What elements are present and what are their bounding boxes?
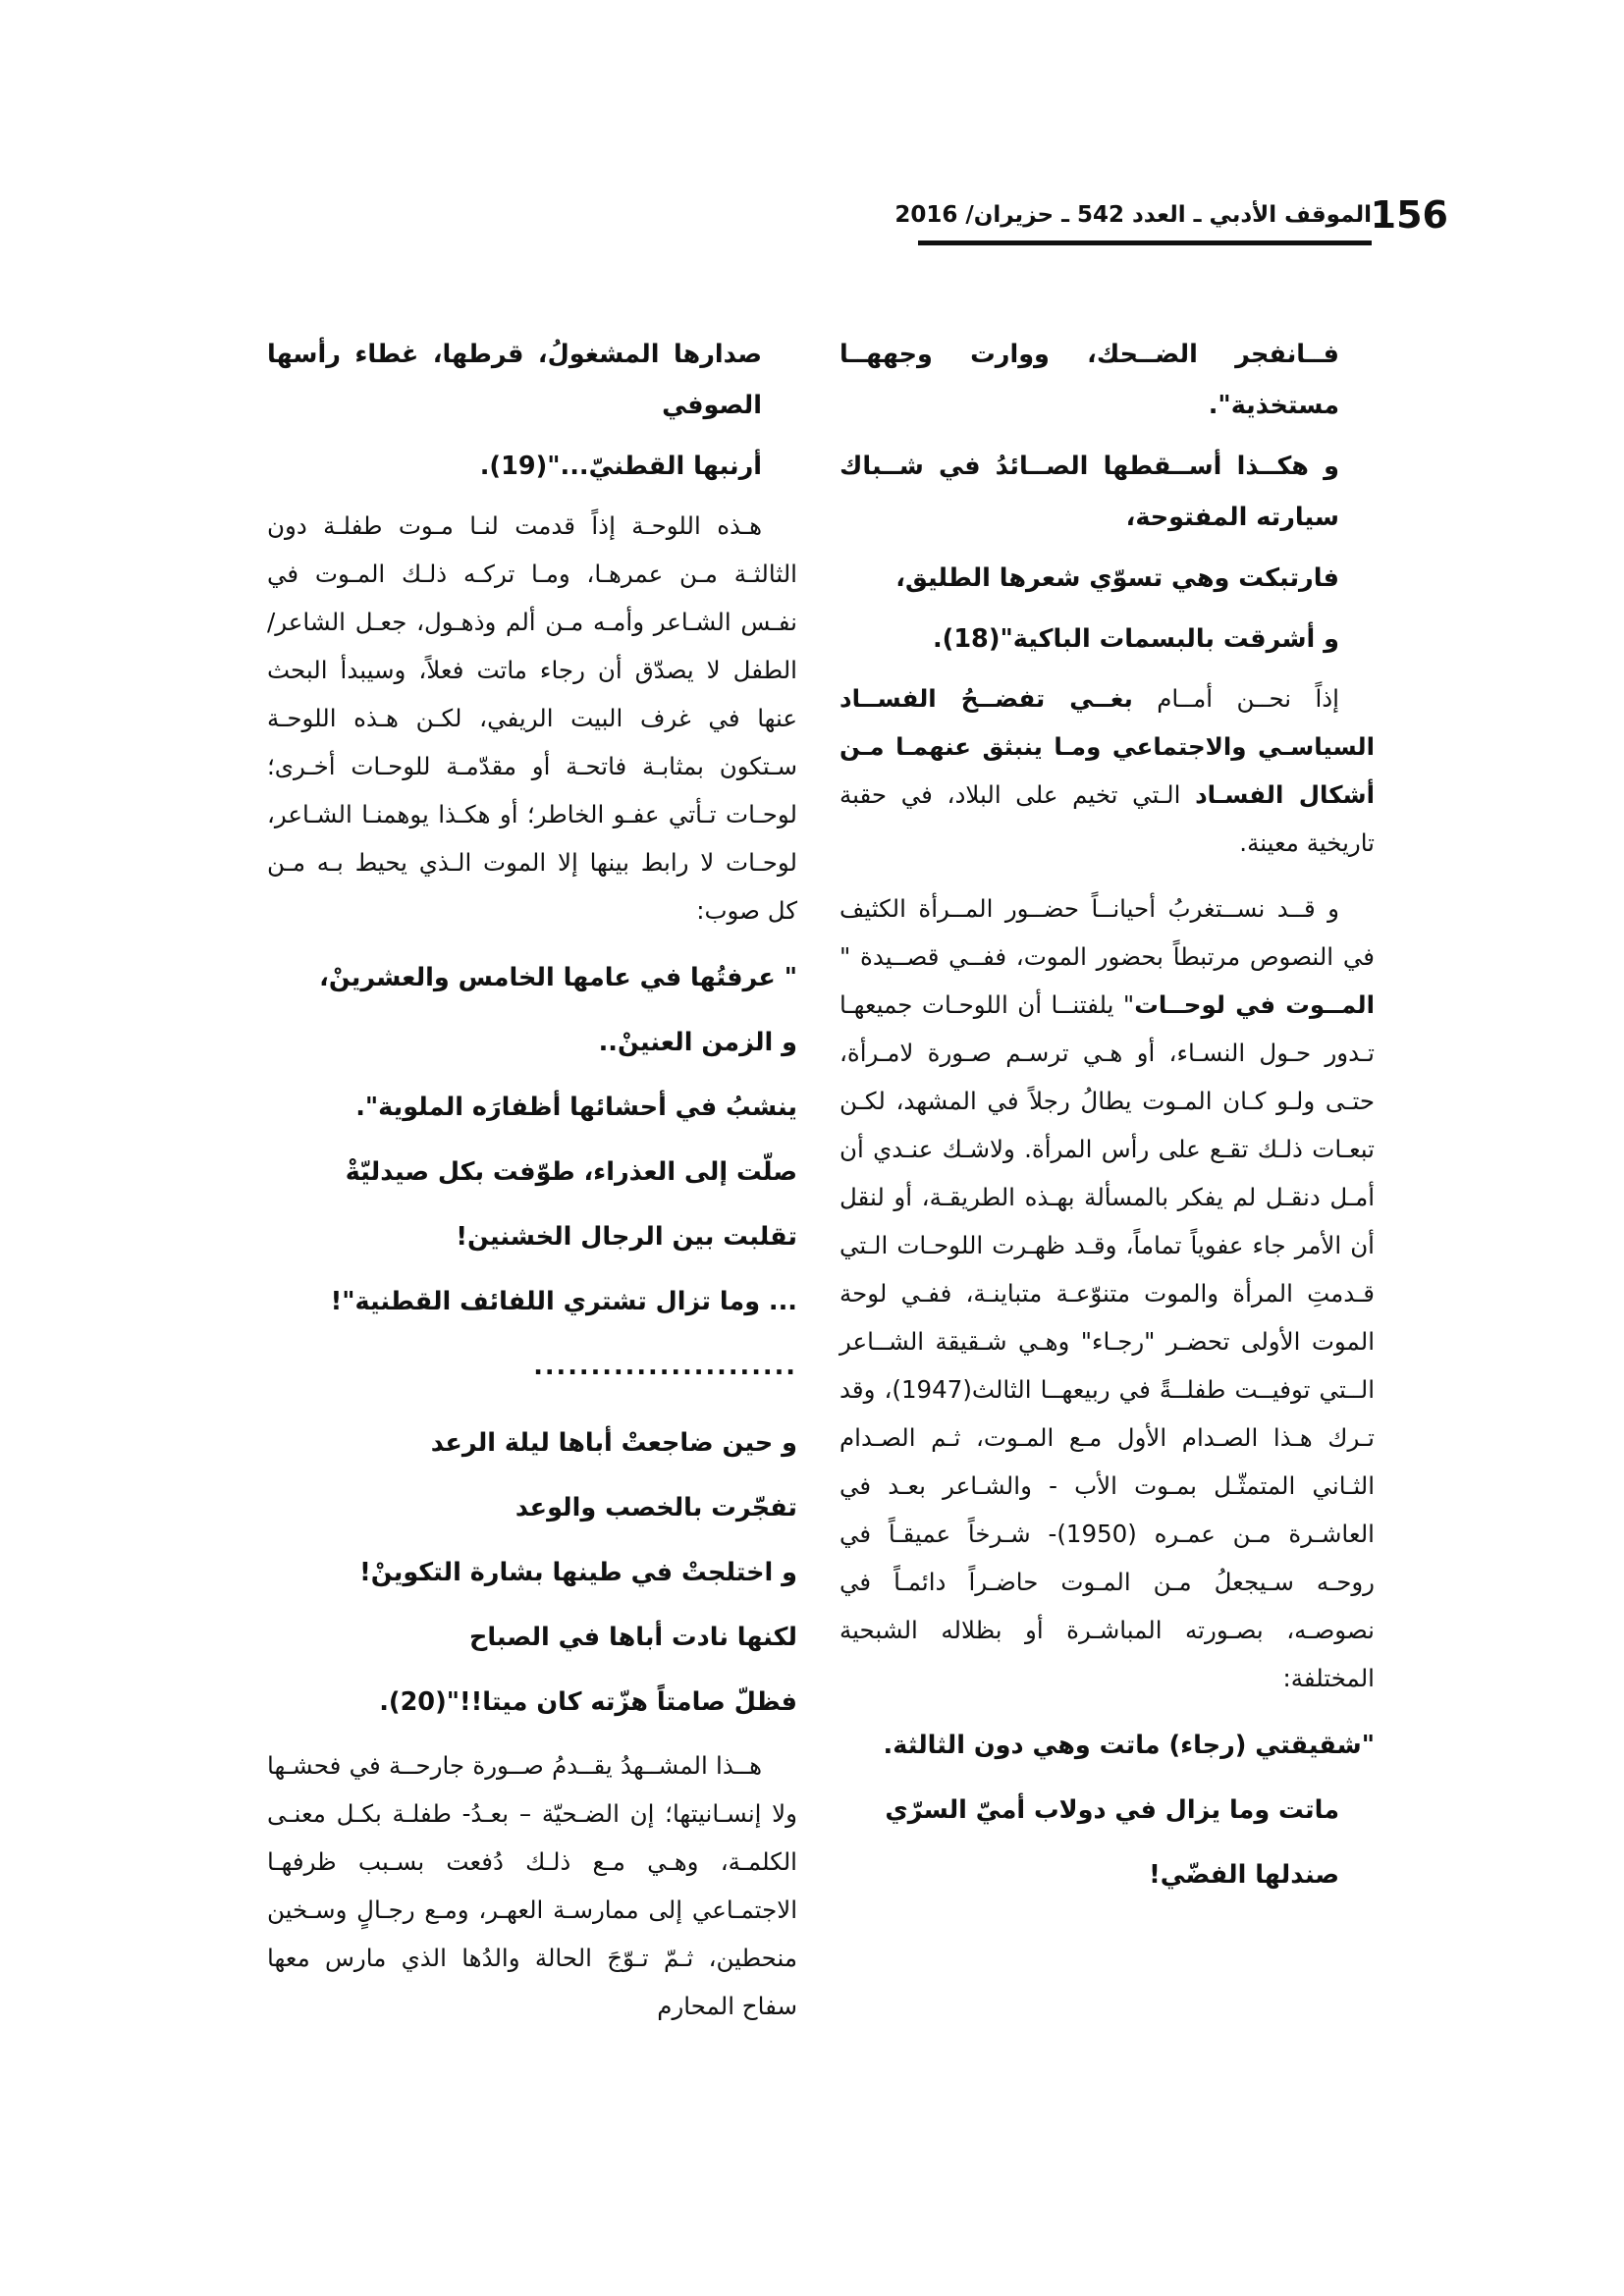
right-bold-line-2: و هكــذا أســقطها الصــائدُ في شــباك سيارته المفتوحة، <box>839 452 1339 532</box>
right-paragraph-2-lead: و قــد نســتغربُ أحيانــاً حضــور المــرأة الكثيف في النصوص مرتبطاً بحضور الموت، ففــي قصــيدة " <box>839 894 1375 971</box>
left-verse-3: ينشبُ في أحشائها أظفارَه الملوية". <box>355 1093 797 1122</box>
left-verse-8: تفجّرت بالخصب والوعد <box>514 1493 797 1522</box>
left-verse-2: و الزمن العنينْ.. <box>598 1028 797 1057</box>
right-paragraph-1-lead: إذاً نحــن أمــام <box>1132 684 1339 713</box>
header-rule <box>918 240 1372 245</box>
left-paragraph-2: هــذا المشــهدُ يقــدمُ صــورة جارحــة في فحشـها ولا إنسـانيتها؛ إن الضـحيّة – بعـدُ- طفلـة بكـل معنـى الكلمـة، وهـي مـع ذلـك دُفعت بسـبب ظرفهـا الاجتمـاعي إلى ممارسـة العهـر، ومـع رجـالٍ وسـخين منحطين، ثـمّ تـوّجَ الحالة والدُها الذي مارس معها سفاح المحارم <box>267 1751 797 2020</box>
left-paragraph-1: هـذه اللوحـة إذاً قدمت لنـا مـوت طفلـة دون الثالثـة مـن عمرهـا، ومـا تركـه ذلـك المـوت في نفـس الشـاعر وأمـه مـن ألم وذهـول، جعـل الشاعر/ الطفل لا يصدّق أن رجاء ماتت فعلاً، وسيبدأ البحث عنها في غرف البيت الريفي، لكـن هـذه اللوحـة سـتكون بمثابـة فاتحـة أو مقدّمـة للوحـات أخـرى؛ لوحـات تـأتي عفـو الخاطر؛ أو هكـذا يوهمنـا الشـاعر، لوحـات لا رابط بينها إلا الموت الـذي يحيط بـه مـن كل صوب: <box>267 511 797 925</box>
page-number: 156 <box>1370 193 1448 237</box>
right-column <box>839 329 1375 1914</box>
right-paragraph-1-tail: الـتي تخيم على البلاد، في حقبة تاريخية معينة. <box>839 780 1375 857</box>
right-paragraph-1-emphasis: بغــي تفضــحُ الفســاد السياسـي والاجتماعي ومـا ينبثق عنهمـا مـن أشكال الفسـاد <box>839 684 1375 809</box>
page-header <box>894 191 1448 250</box>
left-verse-1: " عرفتُها في عامها الخامس والعشرينْ، <box>319 963 797 992</box>
left-bold-line-2: أرنبها القطنيّ..."(19). <box>479 452 762 481</box>
verse-separator-dots: ....................... <box>533 1352 797 1381</box>
right-paragraph-2-poem-title: المــوت في لوحــات <box>1134 990 1375 1019</box>
left-verse-6: ... وما تزال تشتري اللفائف القطنية"! <box>330 1287 797 1316</box>
right-bold-line-3: فارتبكت وهي تسوّي شعرها الطليق، <box>895 563 1339 593</box>
left-verse-11: فظلّ صامتاً هزّته كان ميتا!!"(20). <box>379 1687 797 1717</box>
left-verse-10: لكنها نادت أباها في الصباح <box>468 1623 797 1652</box>
right-verse-2: ماتت وما يزال في دولاب أميّ السرّي <box>885 1795 1339 1825</box>
right-bold-line-4: و أشرقت بالبسمات الباكية"(18). <box>932 624 1339 654</box>
right-verse-1: "شقيقتي (رجاء) ماتت وهي دون الثالثة. <box>883 1731 1375 1760</box>
left-verse-9: و اختلجتْ في طينها بشارة التكوينْ! <box>359 1558 797 1587</box>
right-verse-3: صندلها الفضّي! <box>1149 1860 1339 1890</box>
right-paragraph-1 <box>839 674 1375 867</box>
journal-issue-line: الموقف الأدبي ـ العدد 542 ـ حزيران/ 2016 <box>894 202 1372 228</box>
right-bold-line-1: فــانفجر الضــحك، ووارت وجههــا مستخذية". <box>839 340 1339 420</box>
left-column <box>267 329 797 2048</box>
right-paragraph-2 <box>839 884 1375 1702</box>
left-verse-7: و حين ضاجعتْ أباها ليلة الرعد <box>430 1428 797 1458</box>
left-verse-4: صلّت إلى العذراء، طوّفت بكل صيدليّةْ <box>345 1157 797 1187</box>
right-paragraph-2-tail: " يلفتنــا أن اللوحـات جميعهـا تـدور حـول النسـاء، أو هـي ترسـم صـورة لامـرأة، حتـى ولـو كـان المـوت يطالُ رجلاً في المشهد، لكـن تبعـات ذلـك تقـع على رأس المرأة. ولاشـك عنـدي أن أمـل دنقـل لم يفكر بالمسألة بهـذه الطريقـة، أو لنقل أن الأمر جاء عفوياً تماماً، وقـد ظهـرت اللوحـات الـتي قـدمتِ المرأة والموت متنوّعـة متباينـة، ففـي لوحة الموت الأولى تحضـر "رجـاء" وهـي شـقيقة الشــاعر الــتي توفيــت طفلــةً في ربيعهــا الثالث(1947)، وقد تـرك هـذا الصـدام الأول مـع المـوت، ثـم الصـدام الثـاني المتمثّـل بمـوت الأب - والشـاعر بعـد في العاشـرة مـن عمـره (1950)- شـرخاً عميقـاً في روحـه سـيجعلُ مـن المـوت حاضـراً دائمـاً في نصوصـه، بصـورته المباشـرة أو بظلاله الشبحية المختلفة: <box>839 990 1375 1692</box>
left-bold-line-1: صدارها المشغولُ، قرطها، غطاء رأسها الصوفي <box>267 340 762 420</box>
left-verse-5: تقلبت بين الرجال الخشنين! <box>456 1222 797 1252</box>
